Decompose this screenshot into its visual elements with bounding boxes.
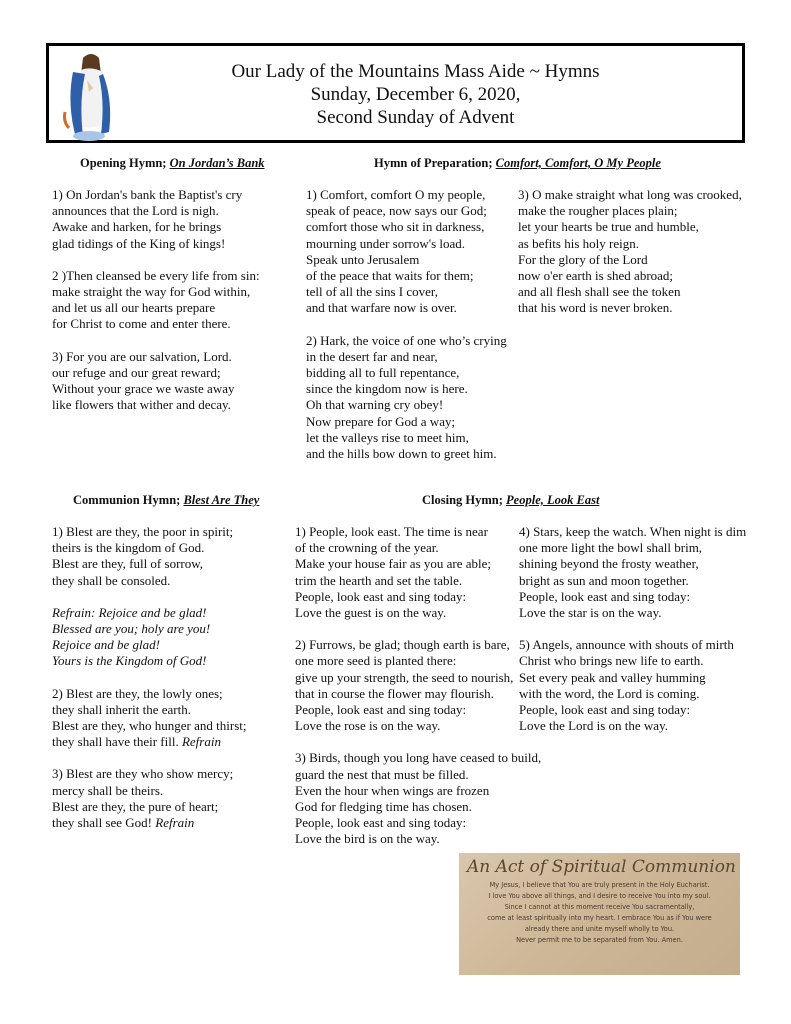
stanza: [52, 766, 246, 831]
card-title: An Act of Spiritual Communion: [467, 857, 736, 877]
verse-line: Set every peak and valley humming: [519, 669, 706, 685]
verse-line: Oh that warning cry obey!: [306, 397, 444, 413]
stanza: [52, 686, 246, 751]
prayer-line: come at least spiritually into my heart. I embrace You as if You were: [487, 914, 712, 922]
verse-line: and the hills bow down to greet him.: [306, 446, 497, 462]
verse-line: announces that the Lord is nigh.: [52, 203, 219, 219]
closing-hymn-label: Closing Hymn;: [422, 493, 507, 507]
closing-hymn-text: [295, 524, 541, 864]
verse-line: 3) Birds, though you long have ceased to build,: [295, 750, 542, 766]
verse-line: for Christ to come and enter there.: [52, 316, 231, 332]
stanza: [52, 524, 246, 589]
prayer-line: already there and unite myself wholly to You.: [524, 925, 675, 933]
verse-line: People, look east and sing today:: [519, 702, 691, 718]
verse-line: shining beyond the frosty weather,: [519, 556, 699, 572]
verse-line: People, look east and sing today:: [519, 588, 691, 604]
stanza: [295, 750, 541, 847]
verse-line: in the desert far and near,: [306, 348, 438, 364]
verse-line: Now prepare for God a way;: [306, 413, 456, 429]
verse-line: 2) Hark, the voice of one who’s crying: [306, 332, 507, 348]
verse-line: speak of peace, now says our God;: [306, 203, 487, 219]
verse-line: People, look east and sing today:: [295, 815, 467, 831]
verse-line: theirs is the kingdom of God.: [52, 540, 205, 556]
verse-line: [52, 815, 246, 831]
refrain: [52, 605, 246, 670]
opening-hymn-text: [52, 187, 260, 429]
verse-line: mourning under sorrow's load.: [306, 235, 466, 251]
verse-line: 4) Stars, keep the watch. When night is dim: [519, 524, 747, 539]
stanza: [52, 349, 260, 414]
communion-hymn-text: [52, 524, 246, 847]
verse-line: 1) People, look east. The time is near: [295, 524, 488, 539]
prayer-line: I love You above all things, and I desire to receive You into my soul.: [488, 892, 711, 900]
verse-line: Even the hour when wings are frozen: [295, 782, 490, 798]
verse-line: Blest are they, who hunger and thirst;: [52, 718, 247, 734]
verse-line: and let us all our hearts prepare: [52, 300, 216, 316]
verse-line: one more seed is planted there:: [295, 653, 457, 669]
stanza: [306, 187, 507, 317]
verse-line: tell of all the sins I cover,: [306, 284, 438, 300]
closing-hymn-title: People, Look East: [506, 493, 600, 507]
stanza: [295, 637, 541, 734]
verse-line: 1) On Jordan's bank the Baptist's cry: [52, 187, 243, 202]
verse-line: they shall be consoled.: [52, 572, 171, 588]
closing-hymn-heading: [422, 493, 599, 508]
stanza: [52, 268, 260, 333]
title-line-1: Our Lady of the Mountains Mass Aide ~ Hymns: [231, 61, 600, 82]
preparation-hymn-text: [306, 187, 507, 478]
verse-line: that his word is never broken.: [518, 300, 673, 316]
verse-line: of the peace that waits for them;: [306, 268, 474, 284]
verse-line: bidding all to full repentance,: [306, 365, 460, 381]
verse-line: make the rougher places plain;: [518, 203, 678, 219]
verse-line: [52, 734, 246, 750]
verse-line: now o'er earth is shed abroad;: [518, 268, 674, 284]
stanza: [519, 524, 746, 621]
verse-line: Without your grace we waste away: [52, 381, 235, 397]
prayer-line: Never permit me to be separated from You. Amen.: [516, 936, 683, 944]
verse-line: they shall inherit the earth.: [52, 701, 191, 717]
verse-line: 3) Blest are they who show mercy;: [52, 766, 234, 782]
preparation-hymn-title: Comfort, Comfort, O My People: [495, 156, 661, 170]
stanza: [52, 187, 260, 252]
verse-line: Make your house fair as you are able;: [295, 556, 492, 572]
preparation-hymn-text-col2: [518, 187, 742, 333]
preparation-hymn-label: Hymn of Preparation;: [374, 156, 496, 170]
verse-text: they shall see God!: [52, 815, 156, 831]
opening-hymn-label: Opening Hymn;: [80, 156, 170, 170]
communion-hymn-heading: [73, 493, 259, 508]
verse-line: Blest are they, the pure of heart;: [52, 798, 219, 814]
verse-line: like flowers that wither and decay.: [52, 397, 231, 413]
verse-line: glad tidings of the King of kings!: [52, 235, 226, 251]
stanza: [306, 333, 507, 463]
prayer-line: Since I cannot at this moment receive You sacramentally,: [504, 903, 695, 911]
verse-line: 5) Angels, announce with shouts of mirth: [519, 637, 734, 653]
verse-line: comfort those who sit in darkness,: [306, 219, 485, 235]
verse-line: make straight the way for God within,: [52, 284, 251, 300]
refrain-line: Blessed are you; holy are you!: [52, 621, 211, 637]
verse-line: that in course the flower may flourish.: [295, 685, 494, 701]
verse-line: our refuge and our great reward;: [52, 364, 221, 380]
verse-line: let your hearts be true and humble,: [518, 219, 699, 235]
verse-line: Love the star is on the way.: [519, 605, 662, 621]
verse-line: Love the bird is on the way.: [295, 831, 440, 847]
verse-line: 2 )Then cleansed be every life from sin:: [52, 267, 260, 283]
opening-hymn-title: On Jordan’s Bank: [169, 156, 265, 170]
verse-line: and all flesh shall see the token: [518, 284, 681, 300]
stanza: [518, 187, 742, 317]
verse-line: guard the nest that must be filled.: [295, 766, 469, 782]
verse-line: 3) For you are our salvation, Lord.: [52, 348, 232, 364]
verse-line: trim the hearth and set the table.: [295, 572, 463, 588]
verse-line: Christ who brings new life to earth.: [519, 653, 704, 669]
prayer-line: My Jesus, I believe that You are truly present in the Holy Eucharist.: [489, 881, 710, 889]
verse-line: Blest are they, full of sorrow,: [52, 556, 204, 572]
closing-hymn-text-col2: [519, 524, 746, 750]
refrain-cue: Refrain: [181, 734, 221, 750]
verse-line: since the kingdom now is here.: [306, 381, 468, 397]
verse-line: 3) O make straight what long was crooked,: [518, 187, 742, 202]
verse-line: 2) Blest are they, the lowly ones;: [52, 685, 223, 701]
header-box: [46, 43, 745, 143]
verse-line: give up your strength, the seed to nourish,: [295, 669, 514, 685]
verse-line: For the glory of the Lord: [518, 251, 648, 267]
card-prayer: [465, 880, 734, 946]
preparation-hymn-heading: [374, 156, 661, 171]
communion-hymn-title: Blest Are They: [183, 493, 260, 507]
verse-line: 1) Comfort, comfort O my people,: [306, 187, 486, 202]
verse-line: bright as sun and moon together.: [519, 572, 689, 588]
communion-hymn-label: Communion Hymn;: [73, 493, 184, 507]
verse-line: Awake and harken, for he brings: [52, 219, 222, 235]
refrain-cue: Refrain: [155, 815, 195, 831]
verse-line: let the valleys rise to meet him,: [306, 429, 469, 445]
refrain-line: Rejoice and be glad!: [52, 637, 160, 653]
verse-line: God for fledging time has chosen.: [295, 799, 472, 815]
title-line-2: Sunday, December 6, 2020,: [310, 84, 521, 105]
verse-line: People, look east and sing today:: [295, 588, 467, 604]
title-line-3: Second Sunday of Advent: [316, 107, 515, 128]
verse-line: as befits his holy reign.: [518, 235, 639, 251]
verse-line: Love the rose is on the way.: [295, 718, 441, 734]
spiritual-communion-card: [459, 853, 740, 975]
verse-line: 2) Furrows, be glad; though earth is bare,: [295, 637, 510, 653]
verse-line: and that warfare now is over.: [306, 300, 457, 316]
opening-hymn-heading: [80, 156, 265, 171]
stanza: [295, 524, 541, 621]
verse-line: mercy shall be theirs.: [52, 782, 164, 798]
verse-line: one more light the bowl shall brim,: [519, 540, 703, 556]
verse-line: Love the Lord is on the way.: [519, 718, 668, 734]
stanza: [519, 637, 746, 734]
verse-line: of the crowning of the year.: [295, 540, 439, 556]
verse-line: People, look east and sing today:: [295, 702, 467, 718]
verse-line: with the word, the Lord is coming.: [519, 685, 700, 701]
verse-line: Speak unto Jerusalem: [306, 251, 420, 267]
refrain-line: Refrain: Rejoice and be glad!: [52, 604, 207, 620]
verse-line: Love the guest is on the way.: [295, 605, 447, 621]
verse-text: they shall have their fill.: [52, 734, 182, 750]
verse-line: 1) Blest are they, the poor in spirit;: [52, 524, 234, 539]
refrain-line: Yours is the Kingdom of God!: [52, 653, 207, 669]
header-title: [49, 60, 742, 129]
